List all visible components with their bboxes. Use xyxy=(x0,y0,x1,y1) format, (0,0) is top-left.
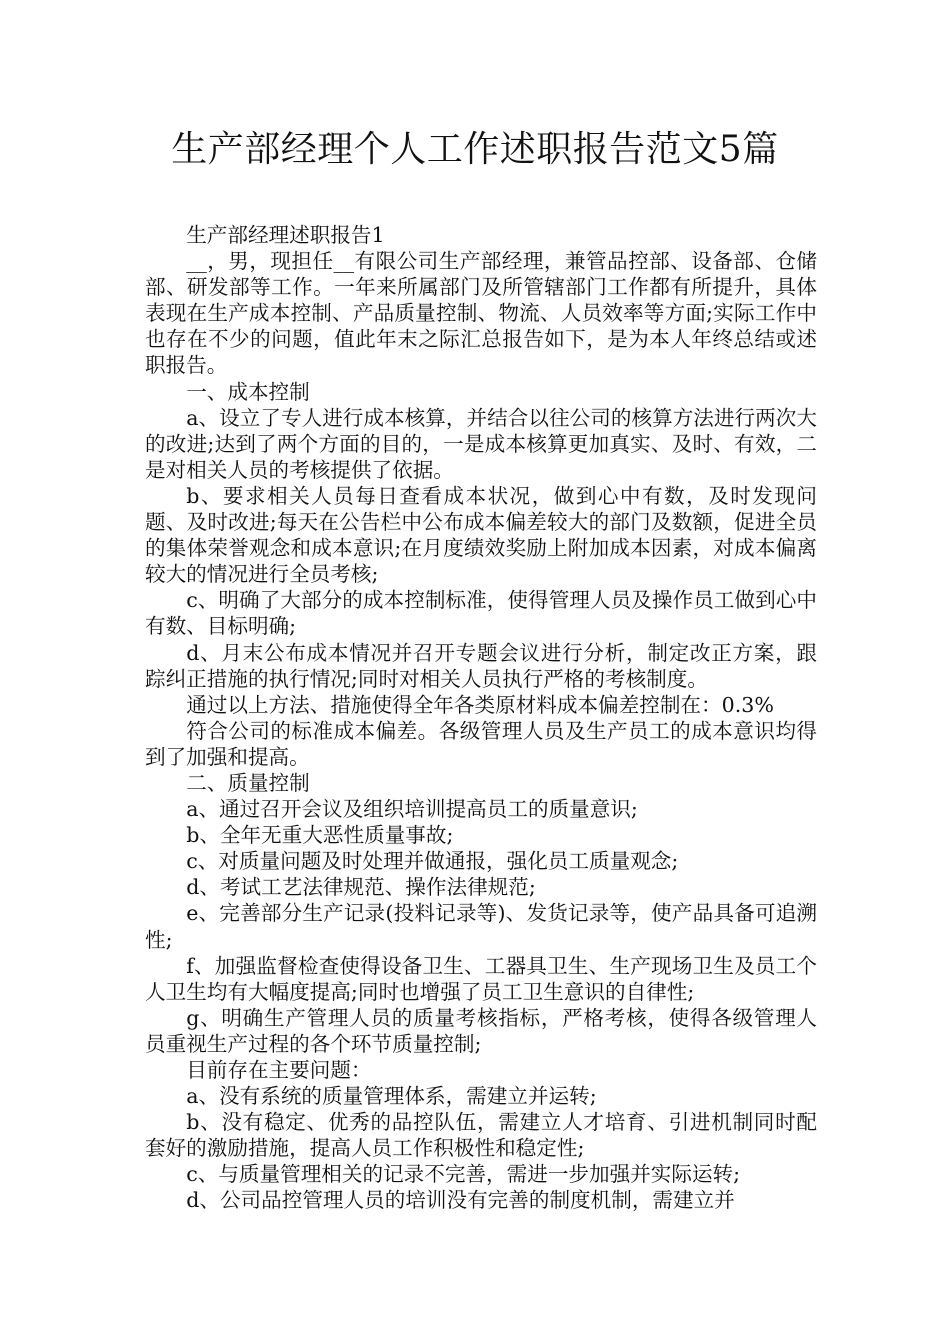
list-item: d、考试工艺法律规范、操作法律规范; xyxy=(186,875,536,900)
list-item: c、对质量问题及时处理并做通报，强化员工质量观念; xyxy=(186,849,679,874)
paragraph: 通过以上方法、措施使得全年各类原材料成本偏差控制在：0.3% xyxy=(186,692,774,717)
list-item: d、公司品控管理人员的培训没有完善的制度机制，需建立并 xyxy=(186,1188,735,1213)
paragraph: a、设立了专人进行成本核算，并结合以往公司的核算方法进行两次大的改进;达到了两个方面的目的，一是成本核算更加真实、及时、有效，二是对相关人员的考核提供了依据。 xyxy=(145,405,817,482)
list-item: b、没有稳定、优秀的品控队伍，需建立人才培育、引进机制同时配套好的激励措施，提高人员工作积极性和稳定性; xyxy=(145,1110,817,1161)
list-item: b、全年无重大恶性质量事故; xyxy=(186,823,454,848)
paragraph: b、要求相关人员每日查看成本状况，做到心中有数，及时发现问题、及时改进;每天在公告栏中公布成本偏差较大的部门及数额，促进全员的集体荣誉观念和成本意识;在月度绩效奖励上附加成本因素，对成本偏离较大的情况进行全员考核; xyxy=(145,483,817,587)
paragraph: d、月末公布成本情况并召开专题会议进行分析，制定改正方案，跟踪纠正措施的执行情况;同时对相关人员执行严格的考核制度。 xyxy=(145,640,817,691)
paragraph: __，男，现担任__有限公司生产部经理，兼管品控部、设备部、仓储部、研发部等工作。一年来所属部门及所管辖部门工作都有所提升，具体表现在生产成本控制、产品质量控制、物流、人员效率等方面;实际工作中也存在不少的问题，值此年末之际汇总报告如下，是为本人年终总结或述职报告。 xyxy=(145,249,817,378)
document-title: 生产部经理个人工作述职报告范文5篇 xyxy=(171,129,779,170)
list-item: a、没有系统的质量管理体系，需建立并运转; xyxy=(186,1084,597,1109)
list-item: e、完善部分生产记录(投料记录等)、发货记录等，使产品具备可追溯性; xyxy=(145,901,817,952)
list-item: a、通过召开会议及组织培训提高员工的质量意识; xyxy=(186,797,638,822)
list-item: f、加强监督检查使得设备卫生、工器具卫生、生产现场卫生及员工个人卫生均有大幅度提高;同时也增强了员工卫生意识的自律性; xyxy=(145,953,817,1004)
section-heading: 生产部经理述职报告1 xyxy=(186,223,385,247)
section-heading: 二、质量控制 xyxy=(186,770,310,795)
paragraph: c、明确了大部分的成本控制标准，使得管理人员及操作员工做到心中有数、目标明确; xyxy=(145,588,817,639)
section-heading: 一、成本控制 xyxy=(186,379,310,404)
paragraph: 符合公司的标准成本偏差。各级管理人员及生产员工的成本意识均得到了加强和提高。 xyxy=(145,718,817,769)
list-item: g、明确生产管理人员的质量考核指标，严格考核，使得各级管理人员重视生产过程的各个环节质量控制; xyxy=(145,1005,817,1056)
section-heading: 目前存在主要问题： xyxy=(186,1058,372,1082)
document-body xyxy=(145,222,817,1214)
list-item: c、与质量管理相关的记录不完善，需进一步加强并实际运转; xyxy=(186,1162,741,1187)
